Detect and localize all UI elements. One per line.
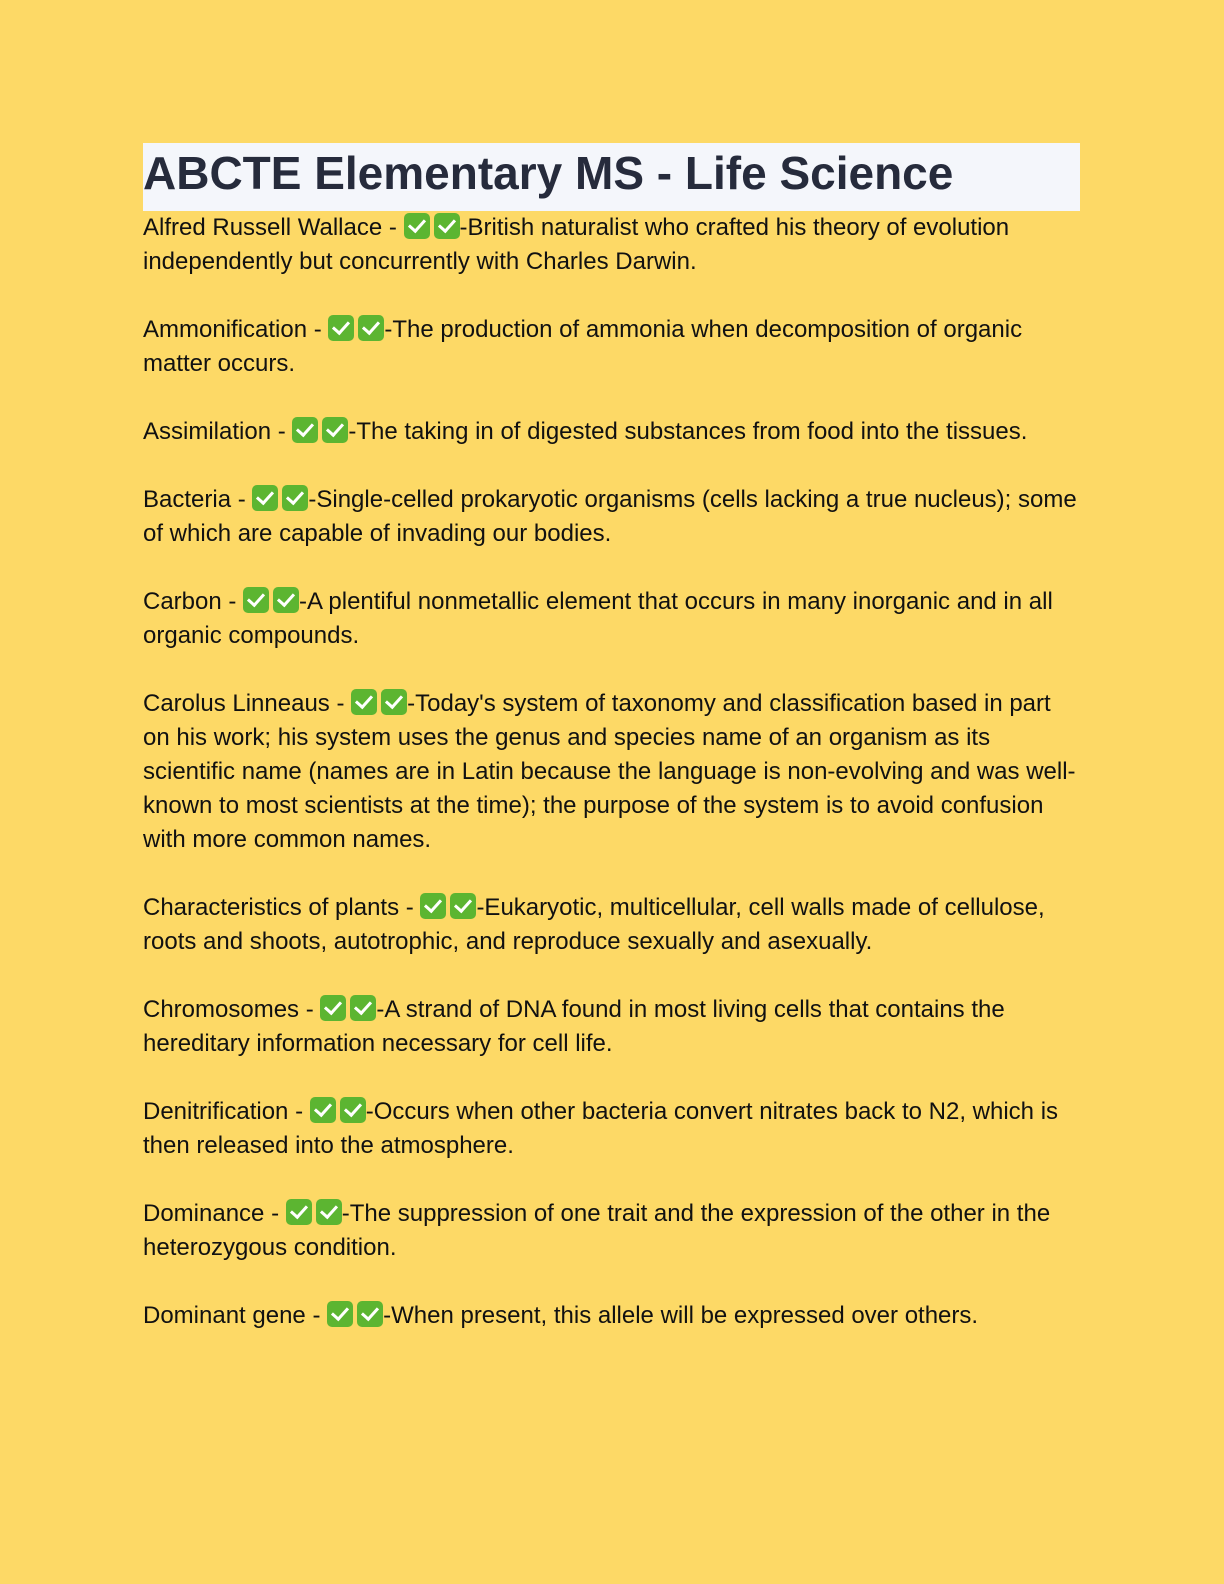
check-mark-button-icon xyxy=(357,1301,383,1327)
entry-separator: - xyxy=(307,316,329,343)
check-mark-button-icon xyxy=(358,315,384,341)
entry-definition: -The suppression of one trait and the expression of the other in the heterozygous condition. xyxy=(143,1200,1051,1261)
title-banner xyxy=(143,143,1080,211)
entry-term: Denitrification xyxy=(143,1098,289,1125)
check-marks xyxy=(420,894,476,921)
glossary-list xyxy=(143,211,1080,1333)
check-mark-button-icon xyxy=(292,417,318,443)
glossary-entry xyxy=(143,993,1080,1061)
entry-definition: -When present, this allele will be expressed over others. xyxy=(383,1302,979,1329)
entry-definition: -Single-celled prokaryotic organisms (cells lacking a true nucleus); some of which are capable of invading our bodies. xyxy=(143,486,1077,547)
glossary-entry xyxy=(143,1299,1080,1333)
entry-term: Ammonification xyxy=(143,316,308,343)
check-mark-button-icon xyxy=(340,1097,366,1123)
entry-separator: - xyxy=(299,996,321,1023)
entry-term: Alfred Russell Wallace xyxy=(143,214,383,241)
check-marks xyxy=(243,588,299,615)
check-mark-button-icon xyxy=(350,995,376,1021)
entry-separator: - xyxy=(288,1098,310,1125)
check-mark-button-icon xyxy=(328,315,354,341)
check-mark-button-icon xyxy=(420,893,446,919)
check-mark-button-icon xyxy=(351,689,377,715)
check-marks xyxy=(252,486,308,513)
check-mark-button-icon xyxy=(322,417,348,443)
check-mark-button-icon xyxy=(243,587,269,613)
entry-definition: -A strand of DNA found in most living cells that contains the hereditary information necessary for cell life. xyxy=(143,996,1005,1057)
entry-separator: - xyxy=(264,1200,286,1227)
entry-separator: - xyxy=(231,486,253,513)
entry-separator: - xyxy=(221,588,244,615)
check-mark-button-icon xyxy=(310,1097,336,1123)
glossary-entry xyxy=(143,687,1080,857)
entry-separator: - xyxy=(271,418,293,445)
glossary-entry xyxy=(143,891,1080,959)
check-mark-button-icon xyxy=(252,485,278,511)
entry-separator: - xyxy=(382,214,404,241)
check-marks xyxy=(320,996,376,1023)
check-mark-button-icon xyxy=(404,213,430,239)
glossary-entry xyxy=(143,313,1080,381)
check-mark-button-icon xyxy=(316,1199,342,1225)
entry-definition: -Occurs when other bacteria convert nitrates back to N2, which is then released into the atmosphere. xyxy=(143,1098,1059,1159)
entry-term: Carolus Linneaus xyxy=(143,690,330,717)
entry-term: Assimilation xyxy=(143,418,272,445)
glossary-entry xyxy=(143,483,1080,551)
check-mark-button-icon xyxy=(381,689,407,715)
entry-definition: -The taking in of digested substances from food into the tissues. xyxy=(348,418,1028,445)
entry-definition: -Eukaryotic, multicellular, cell walls made of cellulose, roots and shoots, autotrophic, and reproduce sexually and asexually. xyxy=(143,894,1045,955)
entry-term: Carbon xyxy=(143,588,222,615)
check-mark-button-icon xyxy=(282,485,308,511)
check-marks xyxy=(292,418,348,445)
document-content xyxy=(143,143,1080,1367)
entry-term: Bacteria xyxy=(143,486,232,513)
check-marks xyxy=(351,690,407,717)
entry-term: Dominance xyxy=(143,1200,265,1227)
entry-definition: -A plentiful nonmetallic element that occurs in many inorganic and in all organic compounds. xyxy=(143,588,1053,649)
glossary-entry xyxy=(143,1197,1080,1265)
check-marks xyxy=(327,1302,383,1329)
glossary-entry xyxy=(143,211,1080,279)
entry-term: Characteristics of plants xyxy=(143,894,400,921)
check-mark-button-icon xyxy=(273,587,299,613)
check-marks xyxy=(286,1200,342,1227)
entry-definition: -Today's system of taxonomy and classification based in part on his work; his system uses the genus and species name of an organism as its scientific name (names are in Latin because the language is non-evolving and was well-known to most scientists at the time); the purpose of the system is to avoid confusion with more common names. xyxy=(143,690,1076,853)
entry-separator: - xyxy=(399,894,421,921)
glossary-entry xyxy=(143,1095,1080,1163)
entry-separator: - xyxy=(329,690,352,717)
check-marks xyxy=(310,1098,366,1125)
entry-definition: -British naturalist who crafted his theory of evolution independently but concurrently with Charles Darwin. xyxy=(143,214,1010,275)
glossary-entry xyxy=(143,415,1080,449)
document-title: ABCTE Elementary MS - Life Science xyxy=(143,147,954,199)
check-mark-button-icon xyxy=(434,213,460,239)
entry-separator: - xyxy=(305,1302,328,1329)
check-mark-button-icon xyxy=(450,893,476,919)
check-mark-button-icon xyxy=(286,1199,312,1225)
entry-term: Dominant gene xyxy=(143,1302,306,1329)
entry-definition: -The production of ammonia when decomposition of organic matter occurs. xyxy=(143,316,1023,377)
entry-term: Chromosomes xyxy=(143,996,300,1023)
glossary-entry xyxy=(143,585,1080,653)
check-mark-button-icon xyxy=(320,995,346,1021)
check-marks xyxy=(404,214,460,241)
check-mark-button-icon xyxy=(327,1301,353,1327)
check-marks xyxy=(328,316,384,343)
